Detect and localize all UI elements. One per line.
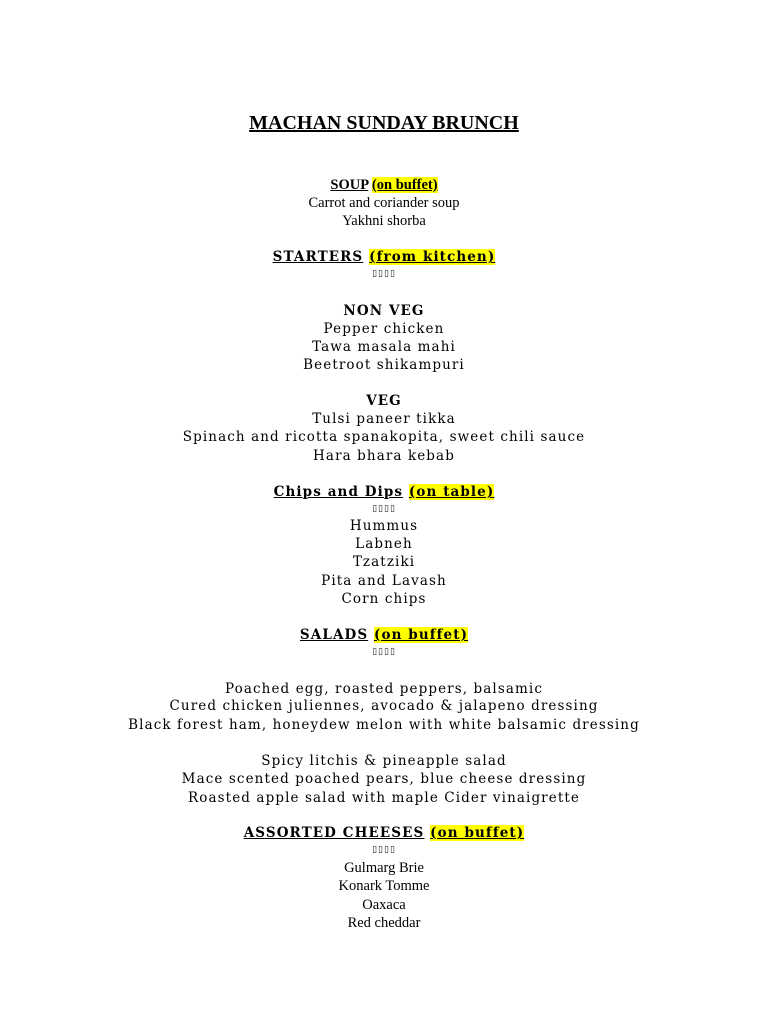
salads-heading: SALADS (299, 627, 369, 643)
veg-item: Hara bhara kebab (313, 448, 455, 464)
cheese-item: Red cheddar (347, 915, 421, 931)
non-veg-item: Pepper chicken (323, 321, 445, 337)
placeholder-glyphs: ▯▯▯▯ (372, 269, 396, 279)
starters-heading: STARTERS (272, 249, 364, 265)
soup-item: Yakhni shorba (342, 213, 426, 229)
non-veg-heading: NON VEG (343, 303, 425, 319)
starters-note: (from kitchen) (369, 249, 496, 265)
soup-note: (on buffet) (371, 177, 438, 193)
section-heading-cheeses (0, 824, 768, 842)
section-heading-chips (0, 483, 768, 501)
chips-item: Tzatziki (352, 554, 416, 570)
salad-item: Spicy litchis & pineapple salad (261, 753, 507, 769)
page-title: MACHAN SUNDAY BRUNCH (249, 112, 519, 134)
placeholder-glyphs: ▯▯▯▯ (372, 647, 396, 657)
section-heading-salads (0, 626, 768, 644)
non-veg-item: Beetroot shikampuri (303, 357, 465, 373)
chips-item: Hummus (349, 518, 419, 534)
salad-item: Cured chicken juliennes, avocado & jalapeno dressing (169, 698, 599, 714)
chips-item: Corn chips (341, 591, 427, 607)
cheeses-heading: ASSORTED CHEESES (243, 825, 425, 841)
section-heading-starters (0, 248, 768, 266)
salad-item: Mace scented poached pears, blue cheese dressing (181, 771, 587, 787)
placeholder-glyphs: ▯▯▯▯ (372, 845, 396, 855)
salad-item: Roasted apple salad with maple Cider vinaigrette (188, 790, 580, 806)
salad-item: Poached egg, roasted peppers, balsamic (225, 681, 543, 697)
salads-note: (on buffet) (373, 627, 469, 643)
soup-heading: SOUP (330, 177, 369, 193)
cheese-item: Oaxaca (362, 897, 406, 913)
veg-heading: VEG (366, 393, 402, 409)
veg-item: Tulsi paneer tikka (312, 411, 456, 427)
cheese-item: Gulmarg Brie (344, 860, 424, 876)
placeholder-glyphs: ▯▯▯▯ (372, 504, 396, 514)
chips-note: (on table) (408, 484, 495, 500)
soup-item: Carrot and coriander soup (308, 195, 460, 211)
salad-item: Black forest ham, honeydew melon with white balsamic dressing (128, 717, 640, 733)
veg-item: Spinach and ricotta spanakopita, sweet chili sauce (182, 429, 586, 445)
cheese-item: Konark Tomme (338, 878, 430, 894)
chips-heading: Chips and Dips (273, 484, 404, 500)
chips-item: Labneh (355, 536, 413, 552)
section-heading-soup (0, 176, 768, 194)
chips-item: Pita and Lavash (321, 573, 447, 589)
cheeses-note: (on buffet) (430, 825, 525, 841)
non-veg-item: Tawa masala mahi (312, 339, 456, 355)
